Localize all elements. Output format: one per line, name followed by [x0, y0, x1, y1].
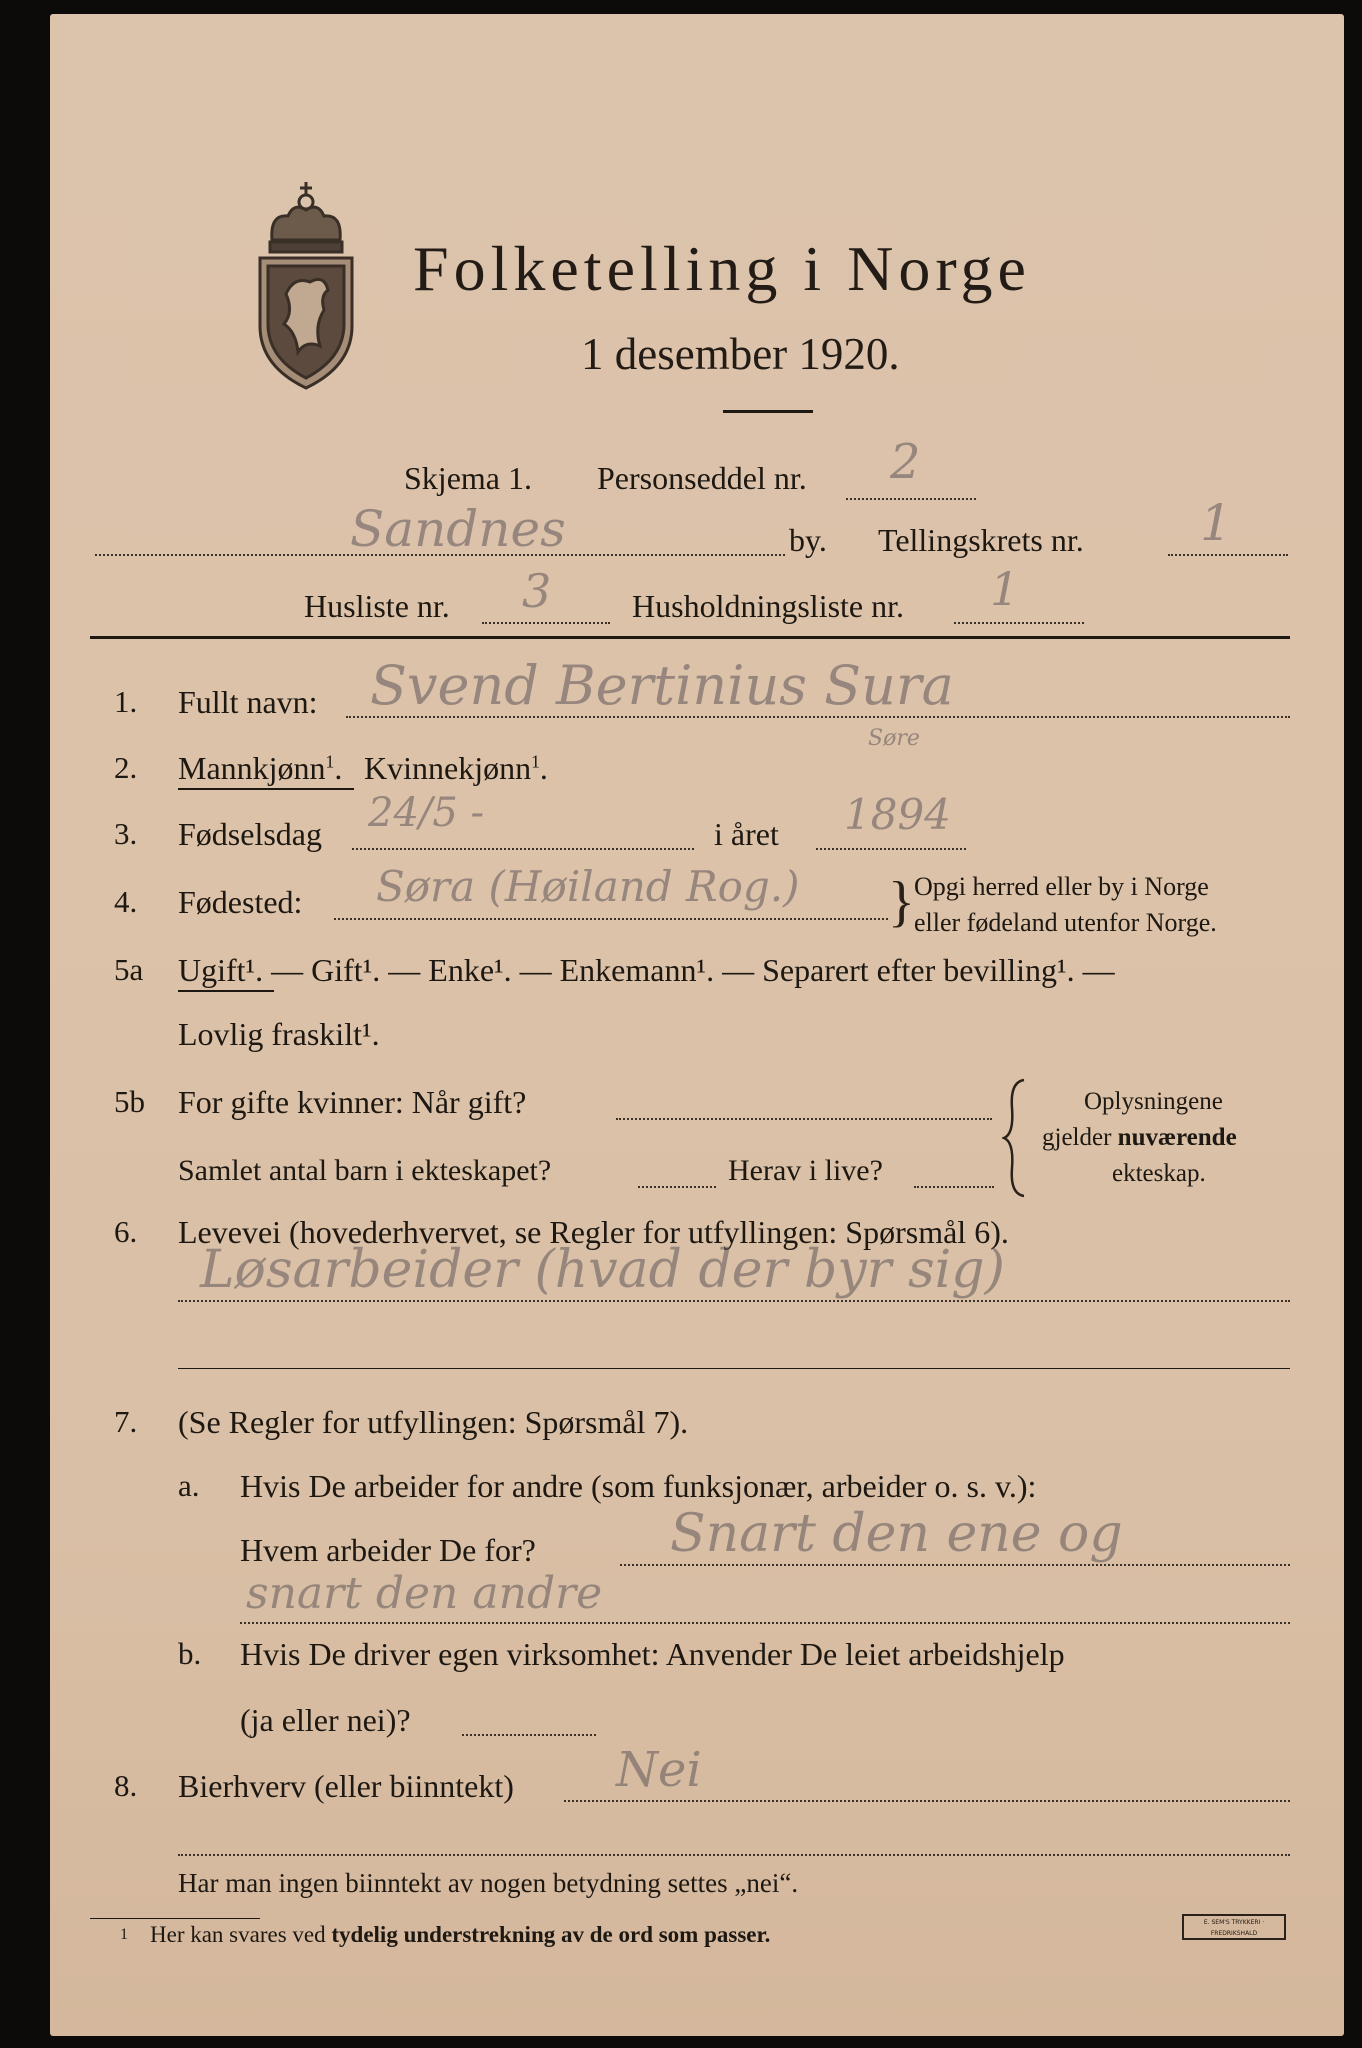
- q3-date-line: [352, 848, 694, 850]
- footnote-mark: 1: [120, 1926, 128, 1943]
- q6-number: 6.: [114, 1214, 138, 1249]
- personseddel-value[interactable]: 2: [890, 434, 921, 490]
- q7b-line1: Hvis De driver egen virksomhet: Anvender De leiet arbeidshjelp: [240, 1636, 1065, 1672]
- tellingskrets-line: [1168, 554, 1288, 556]
- q5a-number: 5a: [114, 952, 144, 987]
- q8-line-2: [178, 1854, 1290, 1856]
- q5b-alive-line: [914, 1186, 994, 1188]
- husholdning-value[interactable]: 1: [990, 562, 1020, 616]
- q7b-letter: b.: [178, 1636, 202, 1671]
- q5b-line2-label: Samlet antal barn i ekteskapet?: [178, 1154, 552, 1187]
- q3-value[interactable]: 24/5 -: [368, 790, 485, 836]
- q3-year-value[interactable]: 1894: [844, 790, 951, 839]
- q5a-ugift-underline: [178, 990, 274, 992]
- q3-label: Fødselsdag: [178, 816, 322, 852]
- q7a-line-1: [620, 1564, 1290, 1566]
- by-label: by.: [789, 522, 827, 558]
- husliste-value[interactable]: 3: [522, 564, 552, 618]
- form-title: Folketelling i Norge: [413, 233, 1031, 304]
- q8-number: 8.: [114, 1768, 138, 1803]
- q3-number: 3.: [114, 816, 138, 851]
- q5b-number: 5b: [114, 1084, 145, 1119]
- q7a-line2: Hvem arbeider De for?: [240, 1532, 536, 1568]
- q5b-brace: [1002, 1078, 1028, 1198]
- q1-value[interactable]: Svend Bertinius Sura: [370, 654, 954, 717]
- husliste-label: Husliste nr.: [304, 588, 450, 624]
- q5b-line1-label: For gifte kvinner: Når gift?: [178, 1084, 527, 1120]
- q1-number: 1.: [114, 684, 138, 719]
- q5b-note-2: gjelder nuværende: [1042, 1124, 1237, 1151]
- tellingskrets-label: Tellingskrets nr.: [878, 522, 1084, 558]
- tellingskrets-value[interactable]: 1: [1200, 494, 1232, 552]
- husholdning-line: [954, 622, 1084, 624]
- q7b-line: [462, 1734, 596, 1736]
- q8-label: Bierhverv (eller biinntekt): [178, 1768, 514, 1804]
- q4-label: Fødested:: [178, 884, 303, 920]
- q2-mannkjonn-underline: [178, 788, 354, 790]
- census-form-sheet: [50, 14, 1344, 2036]
- title-rule: [723, 410, 813, 413]
- q7b-line2: (ja eller nei)?: [240, 1702, 411, 1738]
- q5b-married-line: [616, 1118, 992, 1120]
- personseddel-label: Personseddel nr.: [597, 460, 807, 496]
- q5b-note-1: Oplysningene: [1084, 1088, 1223, 1115]
- q7a-value-1[interactable]: Snart den ene og: [670, 1504, 1123, 1564]
- husholdning-label: Husholdningsliste nr.: [632, 588, 905, 624]
- q5b-note-3: ekteskap.: [1112, 1160, 1206, 1187]
- personseddel-line: [846, 498, 976, 500]
- q3-year-line: [816, 848, 966, 850]
- q7a-value-2[interactable]: snart den andre: [246, 1568, 603, 1619]
- q8-value[interactable]: Nei: [616, 1742, 702, 1798]
- printer-stamp: E. SEM'S TRYKKERI · FREDRIKSHALD: [1182, 1914, 1286, 1940]
- q6-value[interactable]: Løsarbeider (hvad der byr sig): [200, 1240, 1005, 1300]
- q7a-letter: a.: [178, 1468, 200, 1503]
- q2-kvinnekjonn[interactable]: Kvinnekjønn$^1$.: [364, 750, 548, 786]
- header-rule: [90, 636, 1290, 639]
- q4-line: [334, 918, 888, 920]
- footnote-text: Her kan svares ved tydelig understrekning av de ord som passer.: [150, 1922, 771, 1947]
- q4-note-2: eller fødeland utenfor Norge.: [914, 908, 1217, 937]
- footnote-rule: [90, 1918, 260, 1919]
- q2-number: 2.: [114, 750, 138, 785]
- norway-coat-of-arms-icon: [248, 176, 364, 392]
- nei-instruction: Har man ingen biinntekt av nogen betydning settes „nei“.: [178, 1868, 799, 1898]
- q7a-line-2: [240, 1622, 1290, 1624]
- q5a-options-line1[interactable]: Ugift¹. — Gift¹. — Enke¹. — Enkemann¹. — Separert efter bevilling¹. —: [178, 952, 1115, 988]
- q5b-children-line: [638, 1186, 716, 1188]
- q7a-line1: Hvis De arbeider for andre (som funksjonær, arbeider o. s. v.):: [240, 1468, 1037, 1504]
- q2-mannkjonn[interactable]: Mannkjønn$^1$.: [178, 750, 343, 786]
- q6-line-2: [178, 1368, 1290, 1369]
- q4-value[interactable]: Søra (Høiland Rog.): [376, 862, 800, 911]
- q4-note-1: Opgi herred eller by i Norge: [914, 872, 1209, 901]
- q3-year-label: i året: [714, 816, 779, 852]
- q7-number: 7.: [114, 1404, 138, 1439]
- husliste-line: [482, 622, 610, 624]
- q6-label: Levevei (hovederhvervet, se Regler for utfyllingen: Spørsmål 6).: [178, 1214, 1009, 1250]
- schema-label: Skjema 1.: [404, 460, 532, 496]
- q5b-herav-label: Herav i live?: [728, 1154, 883, 1187]
- q4-number: 4.: [114, 884, 138, 919]
- q4-brace: }: [888, 871, 915, 933]
- q1-value-note: Søre: [868, 726, 920, 751]
- q6-line-1: [178, 1300, 1290, 1302]
- q8-line-1: [564, 1800, 1290, 1802]
- q1-label: Fullt navn:: [178, 684, 318, 720]
- q5a-options-line2[interactable]: Lovlig fraskilt¹.: [178, 1016, 380, 1052]
- q7-label: (Se Regler for utfyllingen: Spørsmål 7).: [178, 1404, 689, 1440]
- census-date: 1 desember 1920.: [581, 329, 900, 379]
- city-value[interactable]: Sandnes: [350, 500, 566, 558]
